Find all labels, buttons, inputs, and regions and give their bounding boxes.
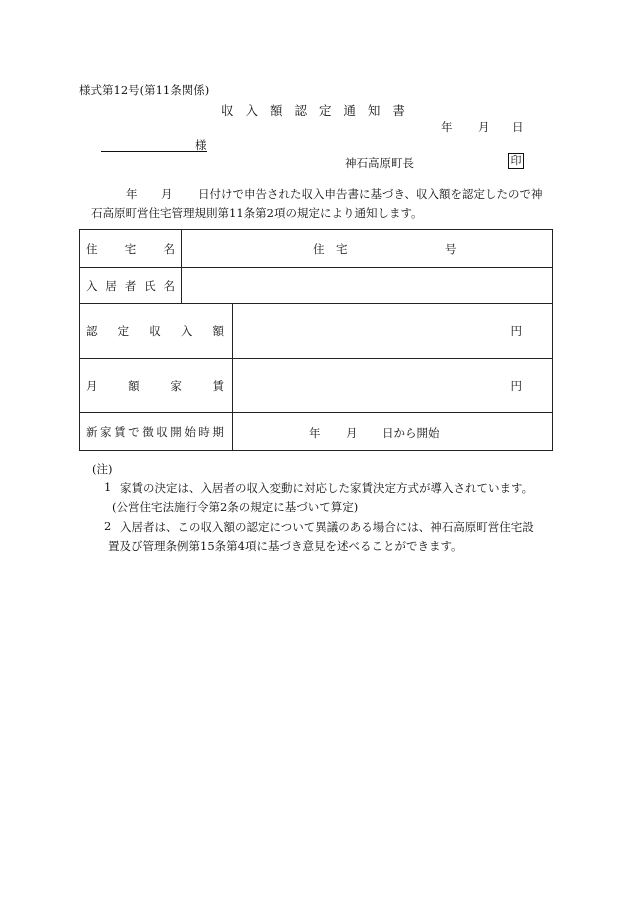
date-day: 日 <box>512 120 524 134</box>
label-char: 書 <box>392 103 405 118</box>
label-char: 定 <box>318 103 332 118</box>
note-2-number: 2 <box>104 519 112 533</box>
label-char: 開 <box>170 424 182 439</box>
label-char: 徴 <box>142 424 154 439</box>
body-line2: 石高原町営住宅管理規則第11条第2項の規定により通知します。 <box>91 206 423 220</box>
row-income <box>80 304 553 359</box>
label-char: 入 <box>245 103 258 118</box>
note-2-text-2: 置及び管理条例第15条第4項に基づき意見を述べることができます。 <box>108 539 463 553</box>
note-1-sub: (公営住宅法施行令第2条の規定に基づいて算定) <box>112 500 359 514</box>
label-char: 認 <box>86 324 98 338</box>
form-number: 様式第12号(第11条関係) <box>79 83 210 97</box>
spaced-label <box>86 241 175 257</box>
label-char: 額 <box>128 378 140 393</box>
seal-stamp: 印 <box>508 153 524 169</box>
label-char: 名 <box>163 278 175 293</box>
label-char: 家 <box>100 424 112 439</box>
label-char: 家 <box>170 378 182 393</box>
note-1-number: 1 <box>104 480 112 494</box>
body-month: 月 <box>161 187 173 201</box>
spaced-label <box>86 424 224 440</box>
income-unit: 円 <box>510 324 522 338</box>
notes-heading: (注) <box>92 462 113 476</box>
label-char: 知 <box>367 103 381 118</box>
start-label <box>80 413 233 451</box>
note-1-text: 家賃の決定は、入居者の収入変動に対応した家賃決定方式が導入されています。 <box>120 481 534 495</box>
label-char: 認 <box>294 103 307 118</box>
label-char: 通 <box>343 103 356 118</box>
resident-name-value[interactable] <box>182 268 553 304</box>
housing-value-right: 号 <box>445 242 457 256</box>
body-line1: 日付けで申告された収入申告書に基づき、収入額を認定したので神 <box>198 187 543 201</box>
label-char: 額 <box>269 103 283 118</box>
label-char: 宅 <box>124 241 137 256</box>
income-value[interactable] <box>233 304 553 359</box>
start-value[interactable] <box>233 413 553 451</box>
row-housing-name <box>80 230 553 268</box>
addressee-line <box>101 151 207 152</box>
rent-value[interactable] <box>233 359 553 413</box>
rent-unit: 円 <box>510 378 522 393</box>
label-char: 収 <box>149 324 161 338</box>
date-month: 月 <box>478 120 490 134</box>
label-char: 額 <box>212 324 224 338</box>
housing-name-label <box>80 230 182 268</box>
row-resident <box>80 268 553 304</box>
body-year: 年 <box>126 187 138 201</box>
rent-label <box>80 359 233 413</box>
label-char: で <box>128 424 140 439</box>
label-char: 始 <box>184 424 196 439</box>
label-char: 収 <box>156 424 168 439</box>
label-char: 賃 <box>212 378 224 393</box>
housing-name-value[interactable] <box>182 230 553 268</box>
addressee-suffix: 様 <box>195 138 207 152</box>
label-char: 新 <box>86 424 98 439</box>
date-year: 年 <box>441 120 453 134</box>
label-char: 月 <box>86 378 98 393</box>
housing-value-left: 住 宅 <box>313 242 348 256</box>
row-start <box>80 413 553 451</box>
issuer-name: 神石高原町長 <box>345 156 414 170</box>
label-char: 居 <box>105 278 117 293</box>
income-certification-table <box>79 229 553 451</box>
label-char: 時 <box>198 424 210 439</box>
start-rest: 日から開始 <box>382 426 440 440</box>
start-month: 月 <box>346 426 358 440</box>
spaced-label <box>86 278 175 294</box>
start-year: 年 <box>309 426 321 440</box>
spaced-label <box>86 378 224 394</box>
label-char: 入 <box>86 278 98 293</box>
spaced-label <box>86 323 224 339</box>
label-char: 名 <box>163 241 175 256</box>
label-char: 住 <box>86 241 98 256</box>
income-label <box>80 304 233 359</box>
label-char: 定 <box>117 324 130 338</box>
label-char: 賃 <box>114 424 126 439</box>
label-char: 者 <box>124 278 137 293</box>
document-title <box>221 101 405 119</box>
resident-name-label <box>80 268 182 304</box>
label-char: 入 <box>180 324 193 338</box>
note-2-text-1: 入居者は、この収入額の認定について異議のある場合には、神石高原町営住宅設 <box>120 520 534 534</box>
row-rent <box>80 359 553 413</box>
label-char: 氏 <box>144 278 156 293</box>
label-char: 期 <box>212 424 224 439</box>
label-char: 収 <box>221 103 234 118</box>
